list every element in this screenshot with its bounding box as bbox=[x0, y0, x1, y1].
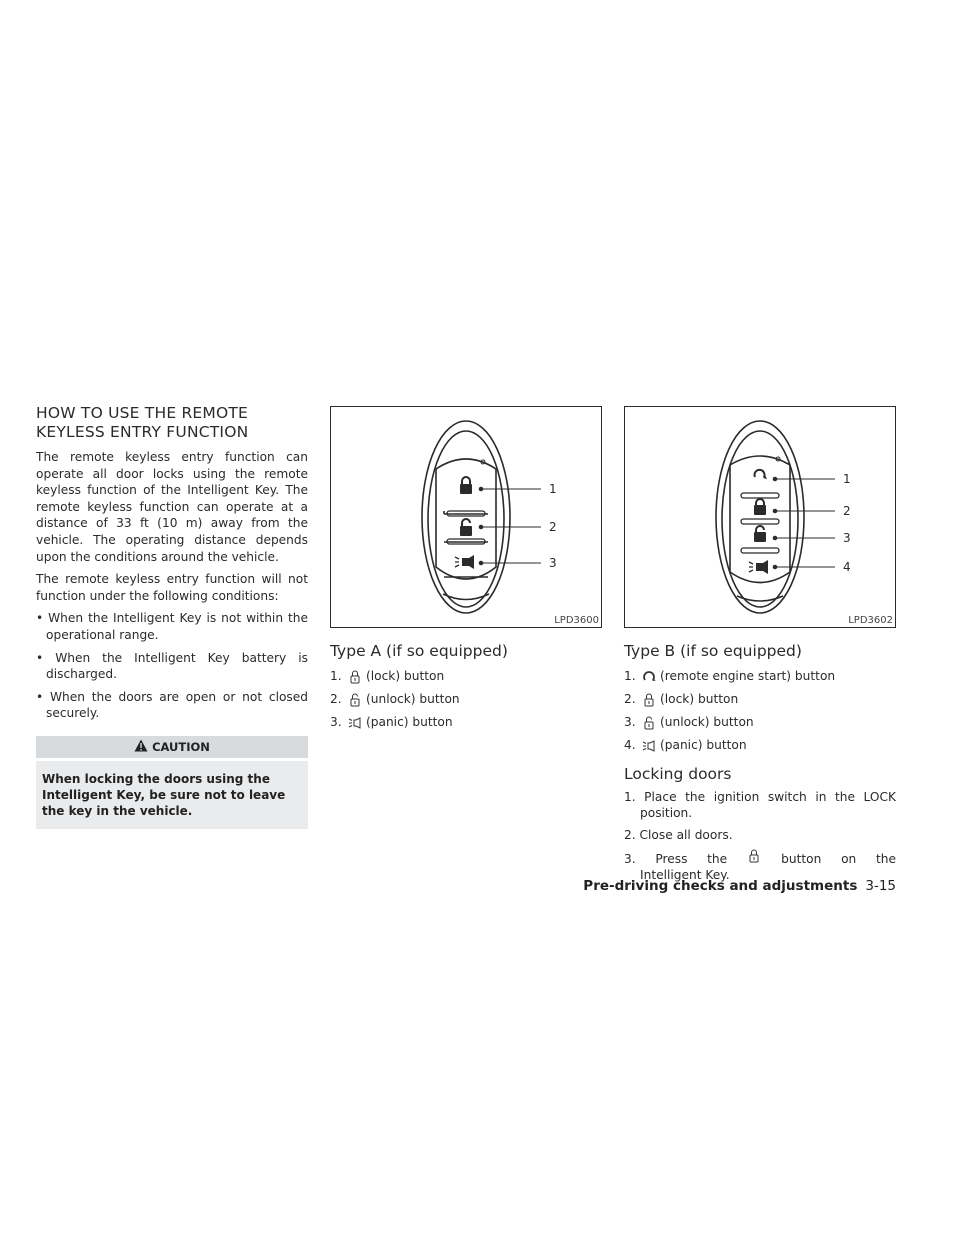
type-a-column bbox=[330, 406, 602, 737]
intelligent-key-3-button-illustration bbox=[331, 407, 601, 627]
list-item: 3. (panic) button bbox=[330, 715, 453, 729]
step-item: 1. Place the ignition switch in the LOCK position. bbox=[624, 790, 896, 820]
type-a-key-figure bbox=[330, 406, 602, 628]
figure-label: LPD3600 bbox=[554, 615, 599, 626]
intro-paragraph: The remote keyless entry function can operate all door locks using the remote keyless function of the Intelligent Key. The remote keyless function can operate at a distance of 33 ft (10 m) away from the vehicle. The operating distance depends upon the conditions around the vehicle. bbox=[36, 450, 308, 564]
step-item: 3. Press the button on the Intelligent Key. bbox=[624, 849, 896, 883]
caution-text: When locking the doors using the Intelligent Key, be sure not to leave the key in the vehicle. bbox=[36, 761, 308, 829]
conditions-list bbox=[36, 610, 308, 722]
type-b-key-figure bbox=[624, 406, 896, 628]
intelligent-key-4-button-illustration bbox=[625, 407, 895, 627]
locking-doors-heading: Locking doors bbox=[624, 765, 732, 783]
list-item: 2. (lock) button bbox=[624, 692, 739, 706]
unlock-icon bbox=[638, 714, 660, 730]
unlock-icon bbox=[344, 691, 366, 707]
page-footer bbox=[583, 878, 896, 894]
lock-icon bbox=[638, 691, 660, 707]
list-item: 1. (lock) button bbox=[330, 669, 445, 683]
condition-item: • When the doors are open or not closed securely. bbox=[36, 689, 308, 721]
step-item: 2. Close all doors. bbox=[624, 828, 733, 842]
locking-steps bbox=[624, 789, 896, 883]
list-item: 1. (remote engine start) button bbox=[624, 669, 836, 683]
list-item: 3. (unlock) button bbox=[624, 715, 754, 729]
panic-horn-icon bbox=[344, 714, 366, 730]
panic-horn-icon bbox=[638, 737, 660, 753]
caution-label: CAUTION bbox=[152, 739, 210, 754]
callout-3: 3 bbox=[843, 531, 851, 545]
type-b-column bbox=[624, 406, 896, 889]
page-number: 3-15 bbox=[865, 878, 896, 894]
heading-line-2: KEYLESS ENTRY FUNCTION bbox=[36, 423, 249, 441]
type-b-heading: Type B (if so equipped) bbox=[624, 642, 802, 660]
type-b-button-list bbox=[624, 668, 896, 753]
type-a-button-list bbox=[330, 668, 602, 730]
figure-label: LPD3602 bbox=[848, 615, 893, 626]
condition-item: • When the Intelligent Key battery is discharged. bbox=[36, 650, 308, 682]
callout-4: 4 bbox=[843, 560, 851, 574]
condition-item: • When the Intelligent Key is not within the operational range. bbox=[36, 611, 308, 642]
callout-2: 2 bbox=[549, 520, 557, 534]
conditions-paragraph: The remote keyless entry function will not function under the following conditions: bbox=[36, 572, 308, 603]
chapter-title: Pre-driving checks and adjustments bbox=[583, 878, 858, 894]
section-heading bbox=[36, 404, 308, 442]
list-item: 2. (unlock) button bbox=[330, 692, 460, 706]
heading-line-1: HOW TO USE THE REMOTE bbox=[36, 404, 249, 422]
caution-header bbox=[36, 736, 308, 758]
callout-3: 3 bbox=[549, 556, 557, 570]
type-a-heading: Type A (if so equipped) bbox=[330, 642, 508, 660]
lock-icon bbox=[727, 849, 781, 867]
list-item: 4. (panic) button bbox=[624, 738, 747, 752]
lock-icon bbox=[344, 668, 366, 684]
warning-triangle-icon bbox=[134, 739, 148, 755]
left-column bbox=[36, 404, 308, 829]
remote-start-icon bbox=[638, 668, 660, 684]
callout-1: 1 bbox=[843, 472, 851, 486]
callout-2: 2 bbox=[843, 504, 851, 518]
callout-1: 1 bbox=[549, 482, 557, 496]
